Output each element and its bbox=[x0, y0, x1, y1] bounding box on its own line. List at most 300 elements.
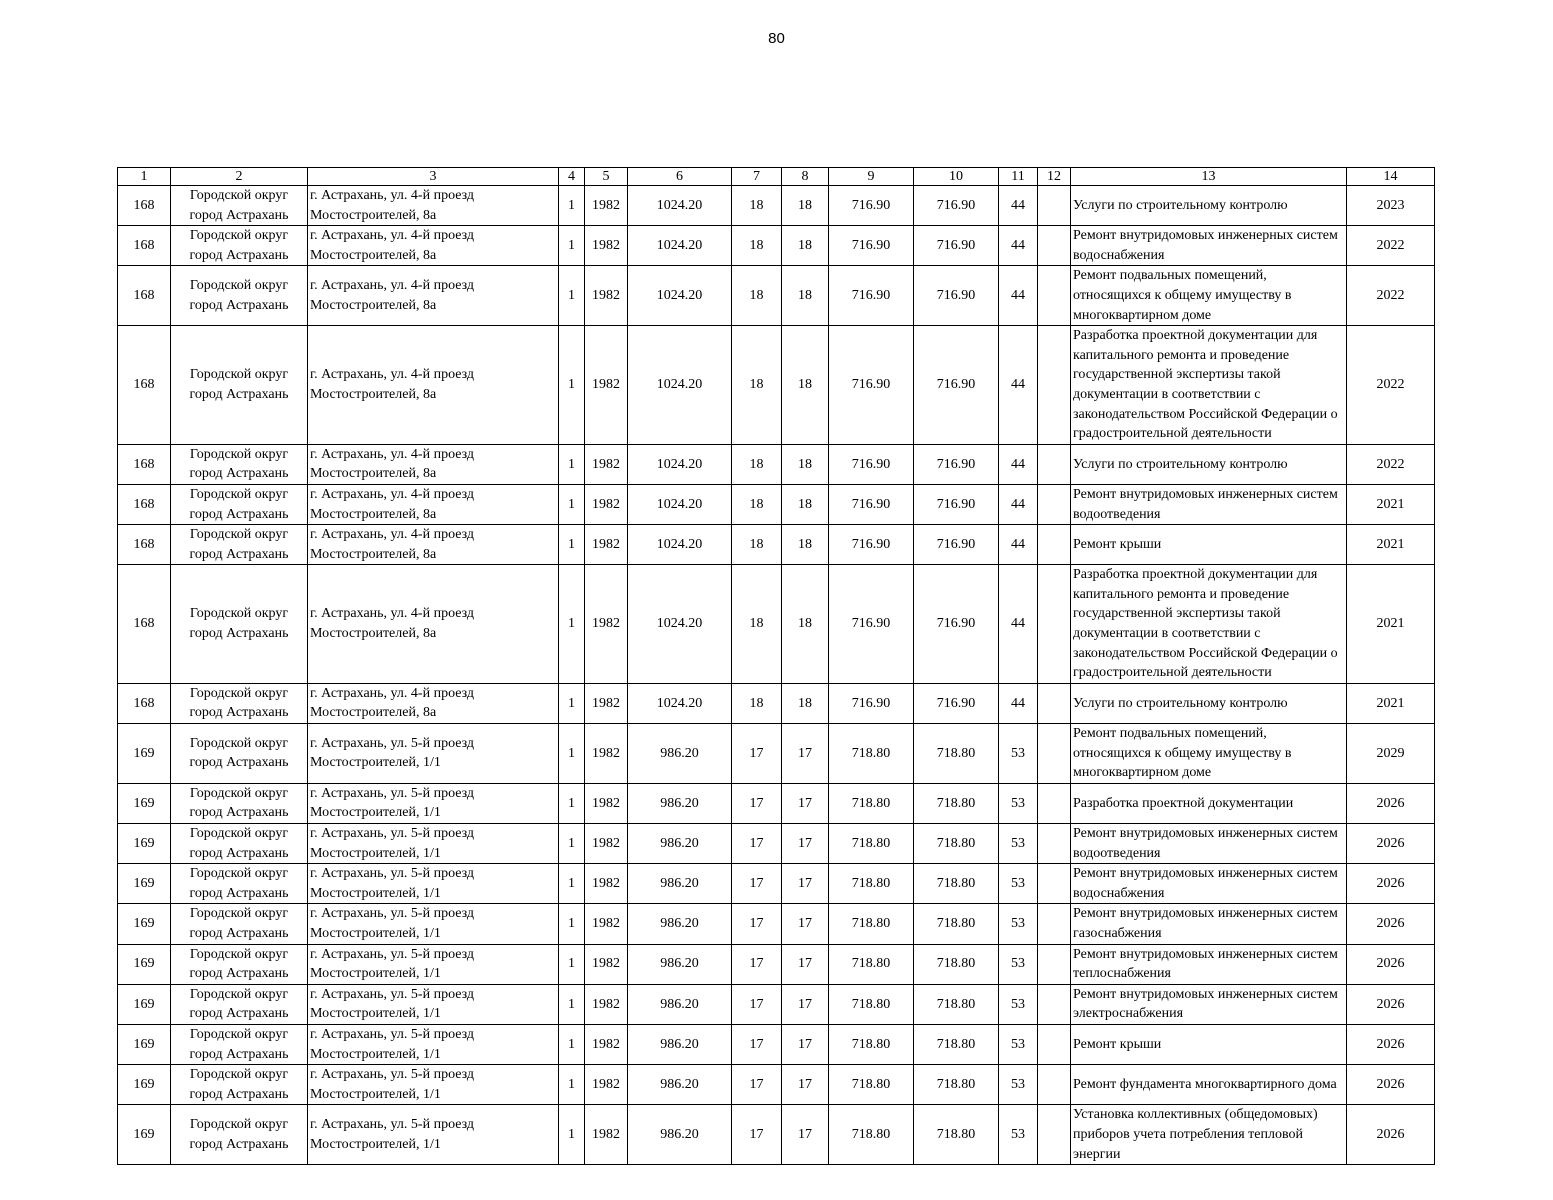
cell-col12 bbox=[1038, 326, 1071, 445]
cell-col11: 44 bbox=[999, 326, 1038, 445]
cell-col10: 718.80 bbox=[914, 864, 999, 904]
cell-address: г. Астрахань, ул. 5-й проезд Мостостроителей, 1/1 bbox=[308, 984, 559, 1024]
cell-col10: 718.80 bbox=[914, 944, 999, 984]
cell-area-total: 1024.20 bbox=[628, 525, 732, 565]
cell-col8: 17 bbox=[782, 984, 829, 1024]
cell-municipality: Городской округ город Астрахань bbox=[171, 326, 308, 445]
cell-year: 1982 bbox=[585, 683, 628, 723]
cell-area-total: 1024.20 bbox=[628, 226, 732, 266]
cell-municipality: Городской округ город Астрахань bbox=[171, 864, 308, 904]
cell-number: 169 bbox=[118, 1065, 171, 1105]
table-row bbox=[118, 683, 1435, 723]
cell-number: 168 bbox=[118, 525, 171, 565]
cell-col10: 716.90 bbox=[914, 266, 999, 326]
cell-col7: 18 bbox=[732, 525, 782, 565]
cell-plan-year: 2026 bbox=[1347, 984, 1435, 1024]
cell-address: г. Астрахань, ул. 5-й проезд Мостостроителей, 1/1 bbox=[308, 864, 559, 904]
cell-area-total: 1024.20 bbox=[628, 565, 732, 684]
cell-col4: 1 bbox=[559, 944, 585, 984]
cell-col12 bbox=[1038, 724, 1071, 784]
cell-area-total: 986.20 bbox=[628, 1024, 732, 1064]
cell-number: 169 bbox=[118, 984, 171, 1024]
table-row bbox=[118, 266, 1435, 326]
cell-address: г. Астрахань, ул. 4-й проезд Мостостроителей, 8а bbox=[308, 326, 559, 445]
cell-col7: 17 bbox=[732, 824, 782, 864]
header-cell: 6 bbox=[628, 168, 732, 186]
cell-municipality: Городской округ город Астрахань bbox=[171, 904, 308, 944]
cell-municipality: Городской округ город Астрахань bbox=[171, 783, 308, 823]
cell-plan-year: 2026 bbox=[1347, 783, 1435, 823]
cell-address: г. Астрахань, ул. 5-й проезд Мостостроителей, 1/1 bbox=[308, 1024, 559, 1064]
cell-year: 1982 bbox=[585, 565, 628, 684]
table-body bbox=[118, 186, 1435, 1165]
cell-col11: 53 bbox=[999, 1024, 1038, 1064]
cell-col10: 716.90 bbox=[914, 525, 999, 565]
cell-municipality: Городской округ город Астрахань bbox=[171, 824, 308, 864]
page-number: 80 bbox=[768, 30, 785, 47]
cell-year: 1982 bbox=[585, 824, 628, 864]
cell-col11: 44 bbox=[999, 525, 1038, 565]
cell-work-type: Разработка проектной документации для капитального ремонта и проведение государственной экспертизы такой документации в соответствии с законодательством Российской Федерации о градостроительной деятельности bbox=[1071, 565, 1347, 684]
cell-municipality: Городской округ город Астрахань bbox=[171, 266, 308, 326]
cell-col9: 718.80 bbox=[829, 783, 914, 823]
cell-col8: 18 bbox=[782, 484, 829, 524]
cell-area-total: 986.20 bbox=[628, 984, 732, 1024]
cell-municipality: Городской округ город Астрахань bbox=[171, 683, 308, 723]
cell-col12 bbox=[1038, 484, 1071, 524]
cell-number: 168 bbox=[118, 326, 171, 445]
cell-address: г. Астрахань, ул. 4-й проезд Мостостроителей, 8а bbox=[308, 266, 559, 326]
cell-col7: 17 bbox=[732, 904, 782, 944]
cell-col9: 718.80 bbox=[829, 1105, 914, 1165]
cell-municipality: Городской округ город Астрахань bbox=[171, 944, 308, 984]
cell-col7: 18 bbox=[732, 326, 782, 445]
cell-col10: 716.90 bbox=[914, 565, 999, 684]
cell-col8: 17 bbox=[782, 944, 829, 984]
cell-area-total: 1024.20 bbox=[628, 326, 732, 445]
cell-year: 1982 bbox=[585, 525, 628, 565]
cell-number: 169 bbox=[118, 864, 171, 904]
cell-plan-year: 2026 bbox=[1347, 1065, 1435, 1105]
cell-col9: 718.80 bbox=[829, 984, 914, 1024]
cell-area-total: 986.20 bbox=[628, 944, 732, 984]
cell-col9: 718.80 bbox=[829, 944, 914, 984]
cell-address: г. Астрахань, ул. 4-й проезд Мостостроителей, 8а bbox=[308, 565, 559, 684]
cell-col10: 716.90 bbox=[914, 326, 999, 445]
cell-year: 1982 bbox=[585, 1024, 628, 1064]
cell-area-total: 986.20 bbox=[628, 724, 732, 784]
table-row bbox=[118, 186, 1435, 226]
cell-col12 bbox=[1038, 525, 1071, 565]
cell-year: 1982 bbox=[585, 864, 628, 904]
cell-year: 1982 bbox=[585, 186, 628, 226]
cell-work-type: Ремонт внутридомовых инженерных систем газоснабжения bbox=[1071, 904, 1347, 944]
cell-plan-year: 2026 bbox=[1347, 864, 1435, 904]
cell-municipality: Городской округ город Астрахань bbox=[171, 1105, 308, 1165]
cell-number: 168 bbox=[118, 266, 171, 326]
cell-col7: 18 bbox=[732, 444, 782, 484]
header-cell: 11 bbox=[999, 168, 1038, 186]
cell-col7: 17 bbox=[732, 1105, 782, 1165]
header-cell: 4 bbox=[559, 168, 585, 186]
cell-col7: 18 bbox=[732, 565, 782, 684]
cell-col9: 716.90 bbox=[829, 565, 914, 684]
cell-col7: 18 bbox=[732, 266, 782, 326]
cell-col7: 17 bbox=[732, 1065, 782, 1105]
cell-col7: 18 bbox=[732, 683, 782, 723]
table-row bbox=[118, 484, 1435, 524]
table-row bbox=[118, 1024, 1435, 1064]
cell-col10: 718.80 bbox=[914, 1024, 999, 1064]
cell-address: г. Астрахань, ул. 4-й проезд Мостостроителей, 8а bbox=[308, 683, 559, 723]
table-row bbox=[118, 326, 1435, 445]
cell-year: 1982 bbox=[585, 444, 628, 484]
cell-col8: 18 bbox=[782, 525, 829, 565]
cell-col10: 718.80 bbox=[914, 1105, 999, 1165]
cell-work-type: Ремонт внутридомовых инженерных систем водоотведения bbox=[1071, 824, 1347, 864]
cell-work-type: Ремонт крыши bbox=[1071, 525, 1347, 565]
cell-work-type: Разработка проектной документации bbox=[1071, 783, 1347, 823]
cell-col7: 17 bbox=[732, 984, 782, 1024]
cell-col7: 17 bbox=[732, 1024, 782, 1064]
cell-area-total: 1024.20 bbox=[628, 683, 732, 723]
cell-col11: 44 bbox=[999, 226, 1038, 266]
cell-col8: 18 bbox=[782, 444, 829, 484]
cell-col12 bbox=[1038, 904, 1071, 944]
cell-col4: 1 bbox=[559, 1065, 585, 1105]
header-cell: 12 bbox=[1038, 168, 1071, 186]
cell-year: 1982 bbox=[585, 904, 628, 944]
cell-col8: 17 bbox=[782, 1024, 829, 1064]
cell-col12 bbox=[1038, 984, 1071, 1024]
cell-year: 1982 bbox=[585, 724, 628, 784]
cell-municipality: Городской округ город Астрахань bbox=[171, 484, 308, 524]
cell-address: г. Астрахань, ул. 5-й проезд Мостостроителей, 1/1 bbox=[308, 904, 559, 944]
table-row bbox=[118, 904, 1435, 944]
cell-plan-year: 2029 bbox=[1347, 724, 1435, 784]
cell-col10: 716.90 bbox=[914, 186, 999, 226]
cell-work-type: Ремонт подвальных помещений, относящихся к общему имуществу в многоквартирном доме bbox=[1071, 724, 1347, 784]
cell-col8: 17 bbox=[782, 1065, 829, 1105]
cell-col9: 718.80 bbox=[829, 1024, 914, 1064]
cell-area-total: 1024.20 bbox=[628, 186, 732, 226]
cell-col8: 18 bbox=[782, 326, 829, 445]
cell-col8: 17 bbox=[782, 864, 829, 904]
cell-col8: 18 bbox=[782, 683, 829, 723]
cell-plan-year: 2022 bbox=[1347, 266, 1435, 326]
header-cell: 14 bbox=[1347, 168, 1435, 186]
cell-col8: 18 bbox=[782, 565, 829, 684]
cell-plan-year: 2021 bbox=[1347, 525, 1435, 565]
cell-col11: 44 bbox=[999, 444, 1038, 484]
cell-address: г. Астрахань, ул. 5-й проезд Мостостроителей, 1/1 bbox=[308, 1105, 559, 1165]
cell-col11: 53 bbox=[999, 944, 1038, 984]
cell-col7: 18 bbox=[732, 226, 782, 266]
table-row bbox=[118, 1105, 1435, 1165]
cell-work-type: Ремонт крыши bbox=[1071, 1024, 1347, 1064]
cell-work-type: Ремонт фундамента многоквартирного дома bbox=[1071, 1065, 1347, 1105]
cell-number: 169 bbox=[118, 904, 171, 944]
cell-address: г. Астрахань, ул. 5-й проезд Мостостроителей, 1/1 bbox=[308, 724, 559, 784]
cell-work-type: Ремонт внутридомовых инженерных систем водоотведения bbox=[1071, 484, 1347, 524]
cell-year: 1982 bbox=[585, 266, 628, 326]
table-row bbox=[118, 984, 1435, 1024]
cell-col11: 44 bbox=[999, 484, 1038, 524]
cell-address: г. Астрахань, ул. 5-й проезд Мостостроителей, 1/1 bbox=[308, 944, 559, 984]
cell-col11: 44 bbox=[999, 186, 1038, 226]
cell-municipality: Городской округ город Астрахань bbox=[171, 444, 308, 484]
cell-number: 169 bbox=[118, 724, 171, 784]
table-row bbox=[118, 824, 1435, 864]
cell-col10: 718.80 bbox=[914, 904, 999, 944]
cell-col4: 1 bbox=[559, 904, 585, 944]
cell-address: г. Астрахань, ул. 5-й проезд Мостостроителей, 1/1 bbox=[308, 1065, 559, 1105]
cell-col4: 1 bbox=[559, 984, 585, 1024]
cell-col8: 18 bbox=[782, 266, 829, 326]
cell-col4: 1 bbox=[559, 824, 585, 864]
cell-area-total: 986.20 bbox=[628, 783, 732, 823]
cell-col9: 716.90 bbox=[829, 444, 914, 484]
cell-col11: 53 bbox=[999, 864, 1038, 904]
cell-col10: 716.90 bbox=[914, 444, 999, 484]
header-cell: 10 bbox=[914, 168, 999, 186]
cell-col10: 718.80 bbox=[914, 1065, 999, 1105]
cell-plan-year: 2022 bbox=[1347, 444, 1435, 484]
cell-col9: 718.80 bbox=[829, 724, 914, 784]
cell-number: 168 bbox=[118, 484, 171, 524]
cell-municipality: Городской округ город Астрахань bbox=[171, 984, 308, 1024]
cell-area-total: 986.20 bbox=[628, 1105, 732, 1165]
cell-col4: 1 bbox=[559, 326, 585, 445]
cell-address: г. Астрахань, ул. 5-й проезд Мостостроителей, 1/1 bbox=[308, 824, 559, 864]
header-cell: 3 bbox=[308, 168, 559, 186]
cell-work-type: Установка коллективных (общедомовых) приборов учета потребления тепловой энергии bbox=[1071, 1105, 1347, 1165]
cell-col11: 53 bbox=[999, 824, 1038, 864]
cell-number: 169 bbox=[118, 783, 171, 823]
cell-col7: 17 bbox=[732, 724, 782, 784]
cell-col4: 1 bbox=[559, 783, 585, 823]
cell-area-total: 986.20 bbox=[628, 904, 732, 944]
cell-work-type: Ремонт внутридомовых инженерных систем электроснабжения bbox=[1071, 984, 1347, 1024]
cell-number: 169 bbox=[118, 944, 171, 984]
cell-year: 1982 bbox=[585, 1105, 628, 1165]
cell-col8: 18 bbox=[782, 226, 829, 266]
cell-plan-year: 2026 bbox=[1347, 1105, 1435, 1165]
cell-col8: 17 bbox=[782, 1105, 829, 1165]
table-row bbox=[118, 783, 1435, 823]
cell-work-type: Ремонт внутридомовых инженерных систем водоснабжения bbox=[1071, 226, 1347, 266]
cell-col4: 1 bbox=[559, 724, 585, 784]
cell-work-type: Ремонт внутридомовых инженерных систем теплоснабжения bbox=[1071, 944, 1347, 984]
cell-col4: 1 bbox=[559, 525, 585, 565]
table-row bbox=[118, 565, 1435, 684]
cell-plan-year: 2021 bbox=[1347, 565, 1435, 684]
cell-col8: 17 bbox=[782, 904, 829, 944]
cell-col7: 17 bbox=[732, 783, 782, 823]
table-row bbox=[118, 724, 1435, 784]
cell-col12 bbox=[1038, 683, 1071, 723]
cell-col12 bbox=[1038, 565, 1071, 684]
header-cell: 2 bbox=[171, 168, 308, 186]
cell-col11: 53 bbox=[999, 724, 1038, 784]
cell-plan-year: 2021 bbox=[1347, 683, 1435, 723]
cell-year: 1982 bbox=[585, 944, 628, 984]
cell-col11: 53 bbox=[999, 1065, 1038, 1105]
capital-repair-table bbox=[117, 167, 1435, 1165]
cell-col4: 1 bbox=[559, 1024, 585, 1064]
cell-col11: 44 bbox=[999, 683, 1038, 723]
cell-col4: 1 bbox=[559, 484, 585, 524]
cell-col4: 1 bbox=[559, 864, 585, 904]
cell-col9: 718.80 bbox=[829, 904, 914, 944]
cell-municipality: Городской округ город Астрахань bbox=[171, 226, 308, 266]
cell-work-type: Услуги по строительному контролю bbox=[1071, 683, 1347, 723]
cell-col7: 17 bbox=[732, 864, 782, 904]
cell-plan-year: 2026 bbox=[1347, 904, 1435, 944]
cell-plan-year: 2021 bbox=[1347, 484, 1435, 524]
cell-col12 bbox=[1038, 824, 1071, 864]
cell-number: 168 bbox=[118, 683, 171, 723]
table-row bbox=[118, 1065, 1435, 1105]
cell-col8: 17 bbox=[782, 783, 829, 823]
cell-area-total: 1024.20 bbox=[628, 444, 732, 484]
cell-col9: 716.90 bbox=[829, 683, 914, 723]
header-cell: 13 bbox=[1071, 168, 1347, 186]
cell-col4: 1 bbox=[559, 444, 585, 484]
cell-number: 168 bbox=[118, 565, 171, 684]
cell-work-type: Услуги по строительному контролю bbox=[1071, 186, 1347, 226]
cell-municipality: Городской округ город Астрахань bbox=[171, 525, 308, 565]
cell-col4: 1 bbox=[559, 266, 585, 326]
cell-area-total: 986.20 bbox=[628, 824, 732, 864]
cell-col9: 716.90 bbox=[829, 484, 914, 524]
cell-col8: 17 bbox=[782, 724, 829, 784]
cell-col4: 1 bbox=[559, 226, 585, 266]
cell-number: 168 bbox=[118, 186, 171, 226]
header-row bbox=[118, 168, 1435, 186]
cell-col10: 716.90 bbox=[914, 683, 999, 723]
cell-municipality: Городской округ город Астрахань bbox=[171, 186, 308, 226]
cell-plan-year: 2026 bbox=[1347, 944, 1435, 984]
cell-number: 169 bbox=[118, 824, 171, 864]
cell-col12 bbox=[1038, 864, 1071, 904]
cell-col12 bbox=[1038, 1024, 1071, 1064]
cell-municipality: Городской округ город Астрахань bbox=[171, 565, 308, 684]
table-row bbox=[118, 444, 1435, 484]
cell-col11: 44 bbox=[999, 266, 1038, 326]
cell-address: г. Астрахань, ул. 5-й проезд Мостостроителей, 1/1 bbox=[308, 783, 559, 823]
cell-col4: 1 bbox=[559, 565, 585, 684]
cell-col9: 716.90 bbox=[829, 226, 914, 266]
cell-work-type: Услуги по строительному контролю bbox=[1071, 444, 1347, 484]
cell-plan-year: 2026 bbox=[1347, 824, 1435, 864]
header-cell: 9 bbox=[829, 168, 914, 186]
cell-col10: 718.80 bbox=[914, 783, 999, 823]
cell-col11: 53 bbox=[999, 984, 1038, 1024]
cell-col9: 716.90 bbox=[829, 186, 914, 226]
cell-col12 bbox=[1038, 1105, 1071, 1165]
cell-col7: 18 bbox=[732, 186, 782, 226]
cell-year: 1982 bbox=[585, 783, 628, 823]
cell-address: г. Астрахань, ул. 4-й проезд Мостостроителей, 8а bbox=[308, 484, 559, 524]
cell-col4: 1 bbox=[559, 1105, 585, 1165]
cell-area-total: 986.20 bbox=[628, 1065, 732, 1105]
cell-year: 1982 bbox=[585, 984, 628, 1024]
cell-area-total: 986.20 bbox=[628, 864, 732, 904]
cell-area-total: 1024.20 bbox=[628, 266, 732, 326]
cell-col4: 1 bbox=[559, 186, 585, 226]
cell-plan-year: 2026 bbox=[1347, 1024, 1435, 1064]
table-row bbox=[118, 525, 1435, 565]
cell-number: 168 bbox=[118, 444, 171, 484]
cell-col9: 718.80 bbox=[829, 1065, 914, 1105]
cell-number: 169 bbox=[118, 1105, 171, 1165]
cell-year: 1982 bbox=[585, 326, 628, 445]
cell-col12 bbox=[1038, 186, 1071, 226]
cell-number: 168 bbox=[118, 226, 171, 266]
cell-col10: 716.90 bbox=[914, 484, 999, 524]
cell-col11: 53 bbox=[999, 783, 1038, 823]
cell-work-type: Ремонт внутридомовых инженерных систем водоснабжения bbox=[1071, 864, 1347, 904]
header-cell: 1 bbox=[118, 168, 171, 186]
cell-col8: 18 bbox=[782, 186, 829, 226]
cell-work-type: Ремонт подвальных помещений, относящихся к общему имуществу в многоквартирном доме bbox=[1071, 266, 1347, 326]
cell-col10: 718.80 bbox=[914, 824, 999, 864]
table-row bbox=[118, 944, 1435, 984]
cell-col10: 718.80 bbox=[914, 724, 999, 784]
table-row bbox=[118, 864, 1435, 904]
cell-col10: 718.80 bbox=[914, 984, 999, 1024]
cell-address: г. Астрахань, ул. 4-й проезд Мостостроителей, 8а bbox=[308, 226, 559, 266]
header-cell: 5 bbox=[585, 168, 628, 186]
cell-col12 bbox=[1038, 783, 1071, 823]
cell-col9: 716.90 bbox=[829, 266, 914, 326]
cell-year: 1982 bbox=[585, 1065, 628, 1105]
cell-area-total: 1024.20 bbox=[628, 484, 732, 524]
header-cell: 7 bbox=[732, 168, 782, 186]
cell-col11: 53 bbox=[999, 904, 1038, 944]
cell-col12 bbox=[1038, 444, 1071, 484]
header-cell: 8 bbox=[782, 168, 829, 186]
cell-col12 bbox=[1038, 1065, 1071, 1105]
cell-address: г. Астрахань, ул. 4-й проезд Мостостроителей, 8а bbox=[308, 186, 559, 226]
cell-number: 169 bbox=[118, 1024, 171, 1064]
cell-col12 bbox=[1038, 266, 1071, 326]
cell-col9: 718.80 bbox=[829, 824, 914, 864]
cell-year: 1982 bbox=[585, 484, 628, 524]
cell-col12 bbox=[1038, 226, 1071, 266]
table-row bbox=[118, 226, 1435, 266]
cell-col8: 17 bbox=[782, 824, 829, 864]
cell-col4: 1 bbox=[559, 683, 585, 723]
cell-col9: 716.90 bbox=[829, 326, 914, 445]
cell-col11: 53 bbox=[999, 1105, 1038, 1165]
cell-plan-year: 2023 bbox=[1347, 186, 1435, 226]
cell-col10: 716.90 bbox=[914, 226, 999, 266]
cell-col7: 17 bbox=[732, 944, 782, 984]
cell-col11: 44 bbox=[999, 565, 1038, 684]
cell-col9: 718.80 bbox=[829, 864, 914, 904]
cell-year: 1982 bbox=[585, 226, 628, 266]
cell-address: г. Астрахань, ул. 4-й проезд Мостостроителей, 8а bbox=[308, 444, 559, 484]
cell-work-type: Разработка проектной документации для капитального ремонта и проведение государственной экспертизы такой документации в соответствии с законодательством Российской Федерации о градостроительной деятельности bbox=[1071, 326, 1347, 445]
cell-municipality: Городской округ город Астрахань bbox=[171, 1065, 308, 1105]
cell-plan-year: 2022 bbox=[1347, 226, 1435, 266]
cell-plan-year: 2022 bbox=[1347, 326, 1435, 445]
cell-col9: 716.90 bbox=[829, 525, 914, 565]
cell-municipality: Городской округ город Астрахань bbox=[171, 724, 308, 784]
cell-col12 bbox=[1038, 944, 1071, 984]
